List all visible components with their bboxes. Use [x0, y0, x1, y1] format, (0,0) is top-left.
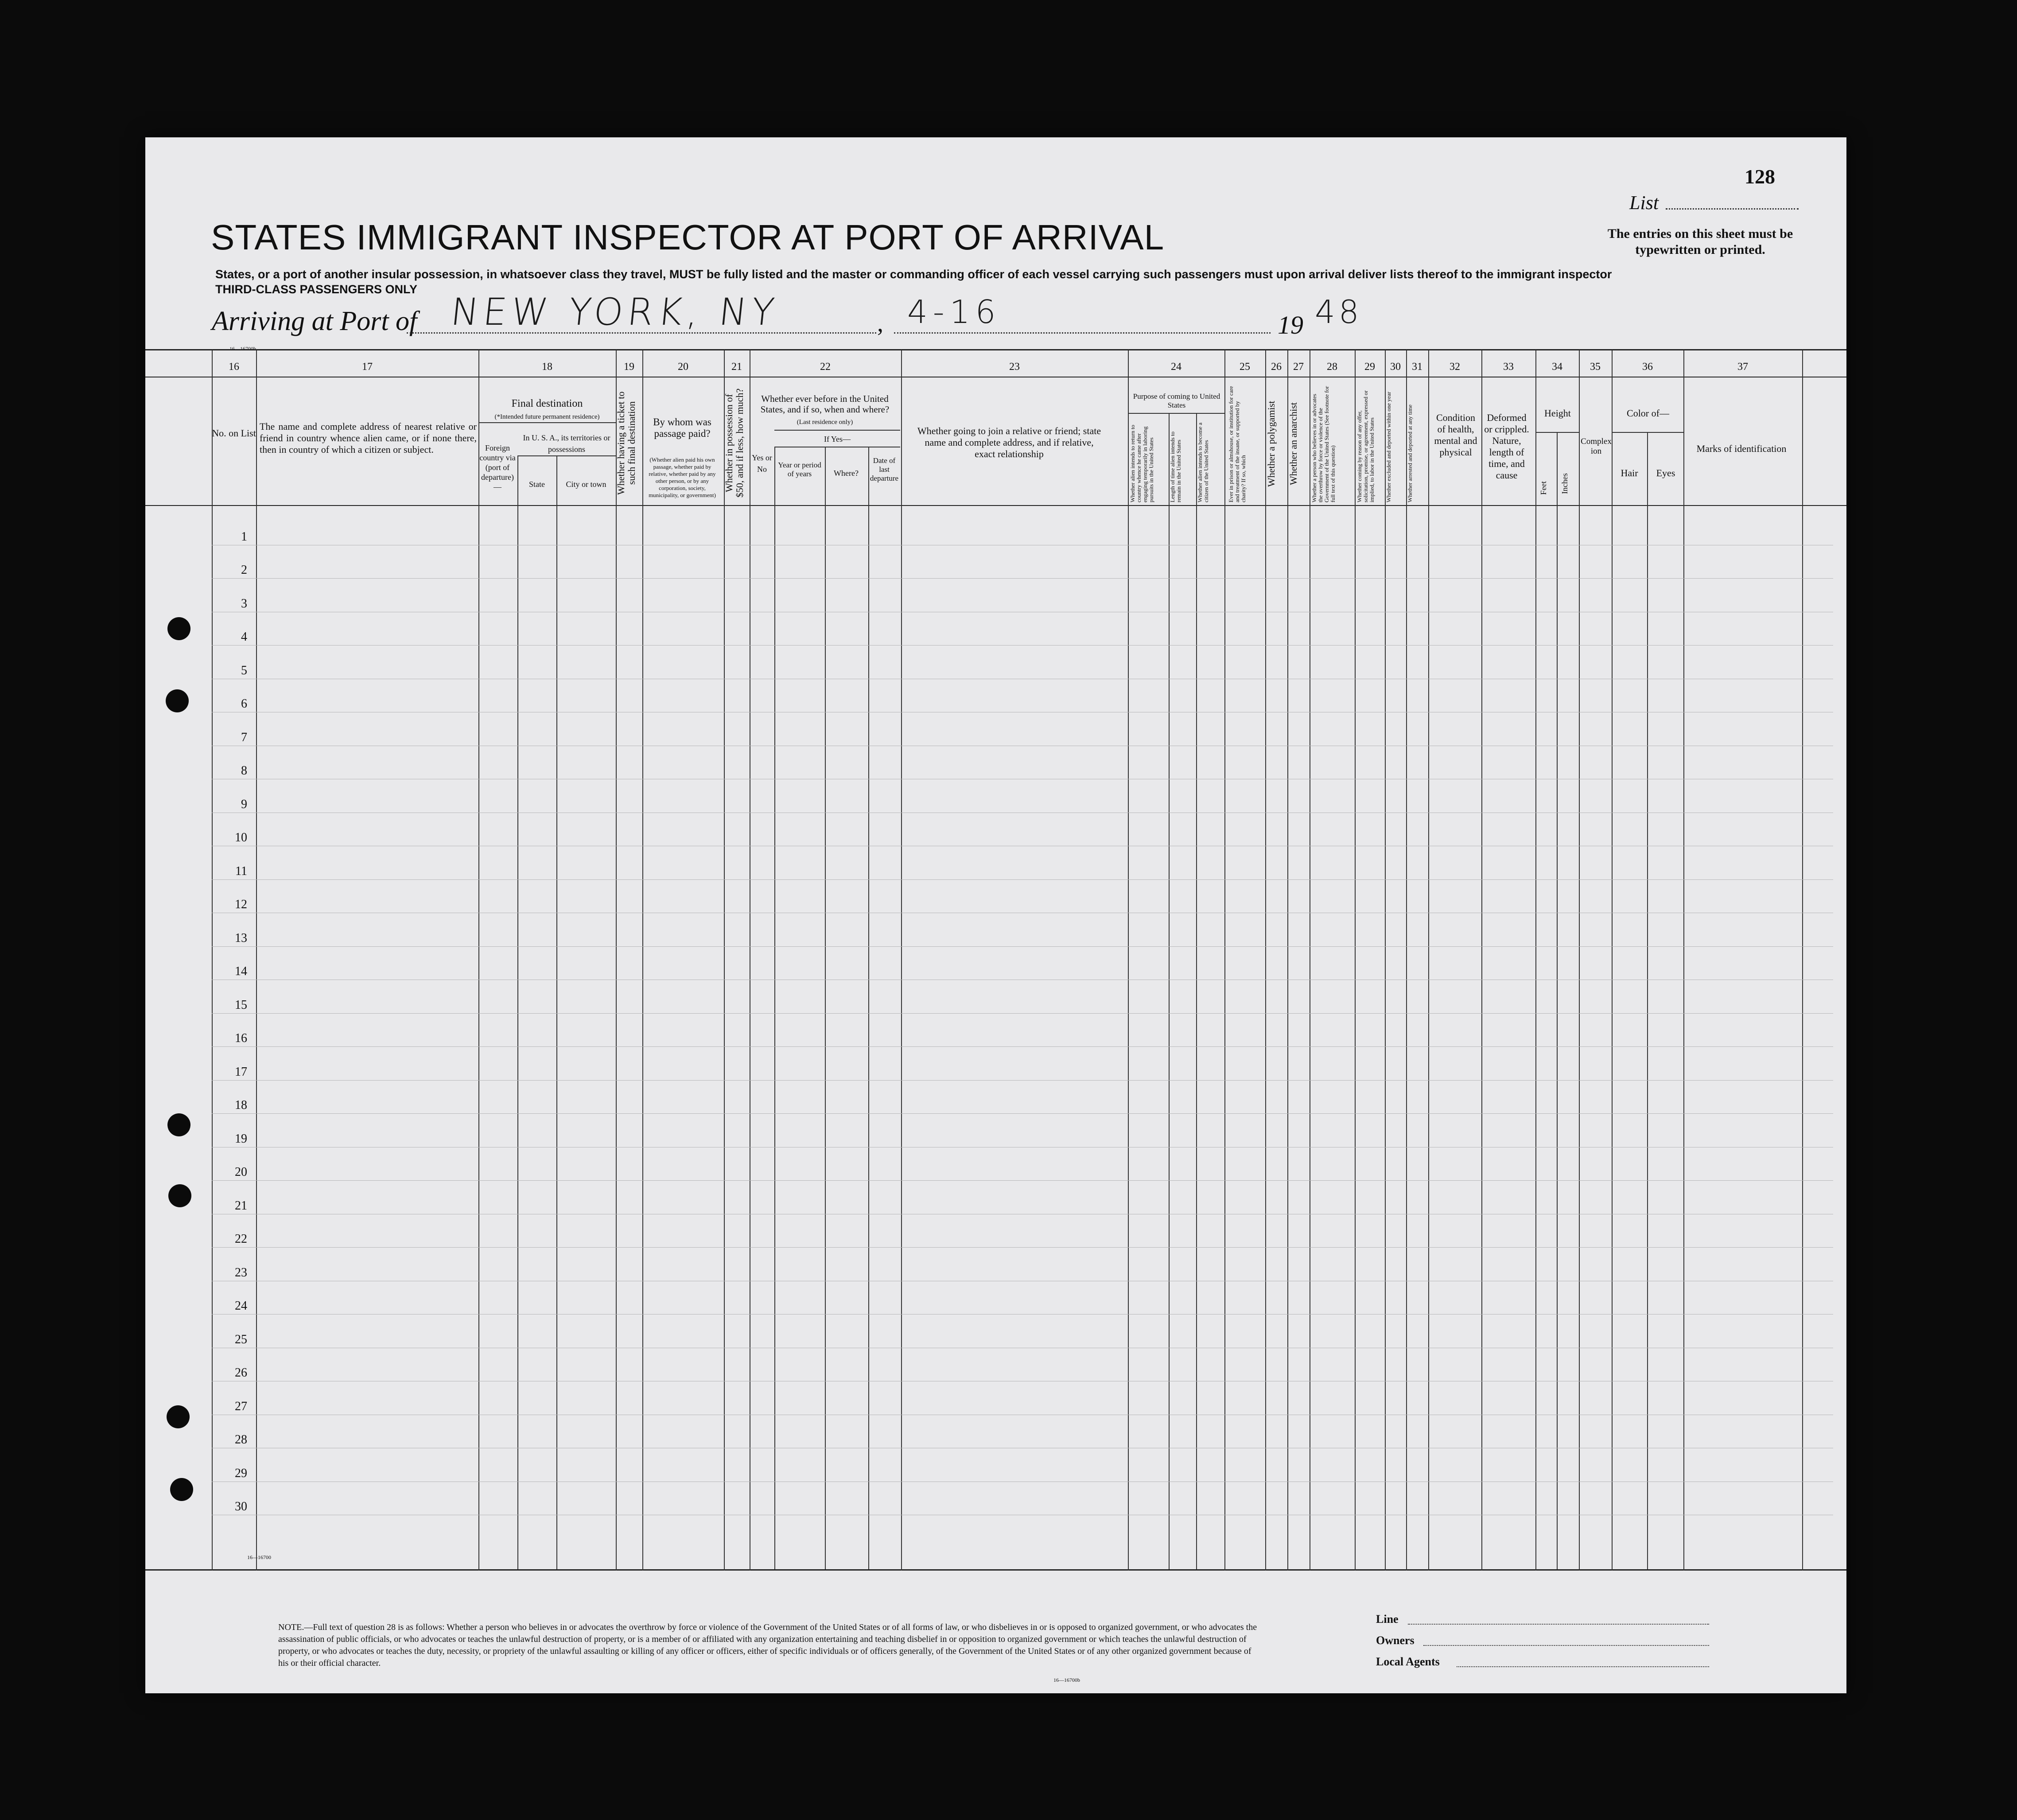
col25-header: Ever in prison or almshouse, or institution for care and treatment of the insane, or supported by charity? If so, which — [1228, 386, 1247, 502]
row-number: 4 — [241, 630, 247, 644]
row-number: 16 — [235, 1031, 247, 1045]
col18-usa-rule — [517, 455, 616, 456]
row-number: 5 — [241, 663, 247, 677]
column-number-18: 18 — [542, 361, 552, 373]
col28-header: Whether a person who believes in or advocates the overthrow by force or violence of the Government of the United States (See footnote for full text of this question) — [1311, 386, 1336, 502]
column-number-37: 37 — [1737, 361, 1748, 373]
row-number: 9 — [241, 797, 247, 811]
table-row — [212, 1247, 1833, 1248]
punch-hole — [168, 1184, 191, 1207]
local-agents-label: Local Agents — [1376, 1655, 1440, 1668]
col17-header: The name and complete address of nearest relative or friend in country whence alien came, or if none there, then in country of which a citizen or subject. — [260, 421, 477, 455]
col24-citizen: Whether alien intends to become a citizen of the United States — [1197, 422, 1209, 502]
column-rule — [774, 447, 775, 1569]
row-number: 2 — [241, 563, 247, 577]
table-row — [212, 879, 1833, 880]
row-number: 27 — [235, 1399, 247, 1413]
column-number-35: 35 — [1590, 361, 1601, 373]
table-bottom-rule — [145, 1569, 1846, 1571]
column-rule — [825, 447, 826, 1569]
column-rule — [478, 350, 479, 1571]
col24-rule — [1128, 413, 1225, 414]
col24-length: Length of time alien intends to remain in the United States — [1169, 432, 1182, 502]
column-number-16: 16 — [229, 361, 239, 373]
col18-rule — [478, 422, 616, 423]
date-line — [894, 332, 1271, 334]
col20-subtitle: (Whether alien paid his own passage, whether paid by relative, whether paid by any other person, or by any corporation, society, municipality, or government) — [649, 456, 716, 498]
column-number-25: 25 — [1240, 361, 1250, 373]
instructions — [215, 267, 1722, 297]
page-number: 128 — [1745, 165, 1775, 188]
column-rule — [1196, 414, 1197, 1569]
row-number: 6 — [241, 697, 247, 711]
form-code-bottom: 16—16700 — [247, 1554, 271, 1560]
column-rule — [1647, 433, 1648, 1569]
col26-header: Whether a polygamist — [1266, 401, 1277, 487]
column-rule — [1612, 350, 1613, 1571]
row-number: 24 — [235, 1299, 247, 1313]
col31-header: Whether arrested and deported at any time — [1407, 404, 1413, 502]
row-number: 26 — [235, 1366, 247, 1380]
row-number: 3 — [241, 596, 247, 611]
arriving-label: Arriving at Port of — [212, 306, 417, 336]
col16-header: No. on List — [212, 428, 256, 439]
handwritten-year: 48 — [1315, 293, 1363, 331]
col30-header: Whether excluded and deported within one year — [1385, 392, 1392, 502]
col22-subtitle: (Last residence only) — [797, 419, 853, 426]
table-row — [212, 645, 1833, 646]
col19-header: Whether having a ticket to such final destination — [615, 391, 637, 495]
col33-header: Deformed or crippled. Nature, length of time, and cause — [1484, 412, 1529, 481]
column-number-23: 23 — [1009, 361, 1020, 373]
column-number-26: 26 — [1271, 361, 1282, 373]
punch-hole — [170, 1478, 193, 1501]
list-entry-line — [1666, 208, 1799, 210]
row-number: 30 — [235, 1500, 247, 1513]
comma-separator: , — [877, 310, 883, 337]
row-number: 18 — [235, 1098, 247, 1112]
row-number: 21 — [235, 1198, 247, 1213]
column-rule — [642, 350, 643, 1571]
col36-title: Color of— — [1627, 408, 1669, 419]
col18-foreign: Foreign country via (port of departure)— — [479, 443, 516, 491]
column-rule — [1265, 350, 1266, 1571]
column-rule — [1385, 350, 1386, 1571]
column-number-32: 32 — [1450, 361, 1460, 373]
col22-ifyes: If Yes— — [824, 435, 851, 443]
col32-header: Condition of health, mental and physical — [1434, 412, 1477, 458]
column-rule — [1224, 350, 1225, 1571]
typewritten-note: The entries on this sheet must be typewritten or printed. — [1607, 226, 1793, 257]
form-title: STATES IMMIGRANT INSPECTOR AT PORT OF ARRIVAL — [211, 218, 1165, 257]
col37-header: Marks of identification — [1696, 443, 1787, 454]
column-number-19: 19 — [624, 361, 634, 373]
handwritten-date: 4-16 — [907, 293, 1001, 331]
column-number-33: 33 — [1503, 361, 1514, 373]
punch-hole — [167, 1405, 190, 1428]
row-number: 1 — [241, 529, 247, 544]
row-number: 14 — [235, 964, 247, 978]
row-number: 7 — [241, 730, 247, 744]
col23-header: Whether going to join a relative or friend; state name and complete address, and if relative, exact relationship — [917, 425, 1101, 459]
col18-usa: In U. S. A., its territories or possessions — [523, 433, 610, 454]
form-code-top: 16—16700b — [229, 346, 256, 352]
row-number: 19 — [235, 1132, 247, 1146]
column-rule — [256, 350, 257, 1571]
column-number-27: 27 — [1293, 361, 1304, 373]
row-number: 20 — [235, 1165, 247, 1179]
row-number: 25 — [235, 1332, 247, 1346]
table-row — [212, 1013, 1833, 1014]
table-row — [212, 1046, 1833, 1047]
column-number-28: 28 — [1327, 361, 1337, 373]
col24-title: Purpose of coming to United States — [1133, 392, 1220, 409]
column-number-34: 34 — [1552, 361, 1562, 373]
column-number-17: 17 — [362, 361, 373, 373]
row-number: 8 — [241, 764, 247, 778]
column-rule — [868, 447, 869, 1569]
col34-title: Height — [1544, 408, 1571, 419]
col22-where: Where? — [834, 469, 859, 478]
col18-state: State — [529, 480, 545, 489]
column-rule — [1579, 350, 1580, 1571]
line-label: Line — [1376, 1613, 1399, 1626]
table-row — [212, 1080, 1833, 1081]
handwritten-port: NEW YORK, NY — [448, 290, 781, 334]
column-number-21: 21 — [731, 361, 742, 373]
row-number: 23 — [235, 1265, 247, 1279]
column-rule — [1128, 350, 1129, 1571]
local-agents-entry-line — [1457, 1666, 1709, 1667]
header-bottom-rule — [145, 505, 1846, 506]
manifest-sheet — [145, 137, 1846, 1693]
col22-rule — [774, 430, 900, 431]
column-rule — [616, 350, 617, 1571]
col18-city: City or town — [566, 480, 606, 489]
row-number: 11 — [235, 864, 247, 878]
list-label: List — [1629, 192, 1659, 214]
table-row — [212, 1180, 1833, 1181]
instruction-line-1: States, or a port of another insular possession, in whatsoever class they travel, MUST be fully listed and the master or commanding officer of each vessel carrying such passengers must upon arrival deliver lists thereof to the immigrant inspector — [215, 268, 1612, 281]
column-rule — [901, 350, 902, 1571]
column-rule — [1535, 350, 1536, 1571]
punch-hole — [167, 617, 190, 640]
column-rule — [724, 350, 725, 1571]
punch-hole — [167, 1113, 190, 1136]
col36-hair: Hair — [1621, 467, 1638, 478]
row-number: 10 — [235, 831, 247, 844]
row-number: 22 — [235, 1232, 247, 1246]
col24-return: Whether alien intends to return to country whence he came after engaging temporarily in laboring pursuits in the United States — [1129, 424, 1154, 502]
owners-entry-line — [1423, 1645, 1709, 1646]
col36-rule — [1613, 432, 1683, 433]
column-rule — [1428, 350, 1429, 1571]
col18-subtitle: (*Intended future permanent residence) — [494, 413, 600, 420]
col22-year: Year or period of years — [778, 461, 821, 478]
column-rule — [212, 350, 213, 1571]
table-top-rule — [145, 349, 1846, 350]
col21-header: Whether in possession of $50, and if less, how much? — [723, 388, 745, 498]
col22-title: Whether ever before in the United States, and if so, when and where? — [760, 393, 890, 415]
col22-yesno: Yes or No — [752, 453, 772, 474]
form-code-footer: 16—16700b — [1053, 1677, 1080, 1683]
column-rule — [1481, 350, 1482, 1571]
col18-title: Final destination — [511, 398, 583, 409]
column-number-24: 24 — [1171, 361, 1181, 373]
column-rule — [1169, 414, 1170, 1569]
column-number-22: 22 — [820, 361, 831, 373]
col34-feet: Feet — [1539, 481, 1548, 495]
row-number: 28 — [235, 1433, 247, 1447]
column-number-31: 31 — [1412, 361, 1422, 373]
footnote: NOTE.—Full text of question 28 is as follows: Whether a person who believes in or advocates the overthrow by force or violence of the Government of the United States or of all forms of law, or who disbelieves in or is opposed to organized government, or who advocates the assassination of public officials, or who advocates or teaches the unlawful destruction of property, or is a member of or affiliated with any organization entertaining and teaching disbelief in or opposition to organized government or which teaches the unlawful destruction of property, or who advocates or teaches the duty, necessity, or propriety of the unlawful assaulting or killing of any officer or officers, either of specific individuals or of officers generally, of the Government of the United States or of any other organized government because of his or their official character. — [278, 1622, 1257, 1668]
punch-hole — [166, 689, 189, 712]
table-row — [212, 578, 1833, 579]
column-rule — [1406, 350, 1407, 1571]
column-number-36: 36 — [1642, 361, 1653, 373]
instruction-line-2: THIRD-CLASS PASSENGERS ONLY — [215, 283, 418, 296]
col22-date: Date of last departure — [870, 456, 899, 482]
col29-header: Whether coming by reason of any offer, solicitation, promise, or agreement, expressed or implied, to labor in the United States — [1356, 390, 1375, 502]
column-number-20: 20 — [678, 361, 688, 373]
row-number: 29 — [235, 1466, 247, 1480]
column-rule — [1355, 350, 1356, 1571]
col34-rule — [1536, 432, 1579, 433]
col35-header: Complexion — [1581, 437, 1612, 456]
row-number: 15 — [235, 998, 247, 1012]
column-rule — [1683, 350, 1684, 1571]
column-rule — [1802, 350, 1803, 1571]
table-row — [212, 1113, 1833, 1114]
col20-title: By whom was passage paid? — [653, 416, 711, 439]
col27-header: Whether an anarchist — [1288, 402, 1299, 486]
year-prefix: 19 — [1278, 311, 1303, 339]
col34-inches: Inches — [1560, 473, 1569, 494]
column-rule — [1557, 433, 1558, 1569]
column-number-29: 29 — [1364, 361, 1375, 373]
column-rule — [1287, 350, 1288, 1571]
table-row — [212, 946, 1833, 947]
row-number: 12 — [235, 898, 247, 911]
column-number-30: 30 — [1390, 361, 1401, 373]
col36-eyes: Eyes — [1656, 467, 1675, 478]
line-entry-line — [1408, 1624, 1709, 1625]
owners-label: Owners — [1376, 1634, 1415, 1647]
row-number: 17 — [235, 1065, 247, 1079]
row-number: 13 — [235, 931, 247, 945]
